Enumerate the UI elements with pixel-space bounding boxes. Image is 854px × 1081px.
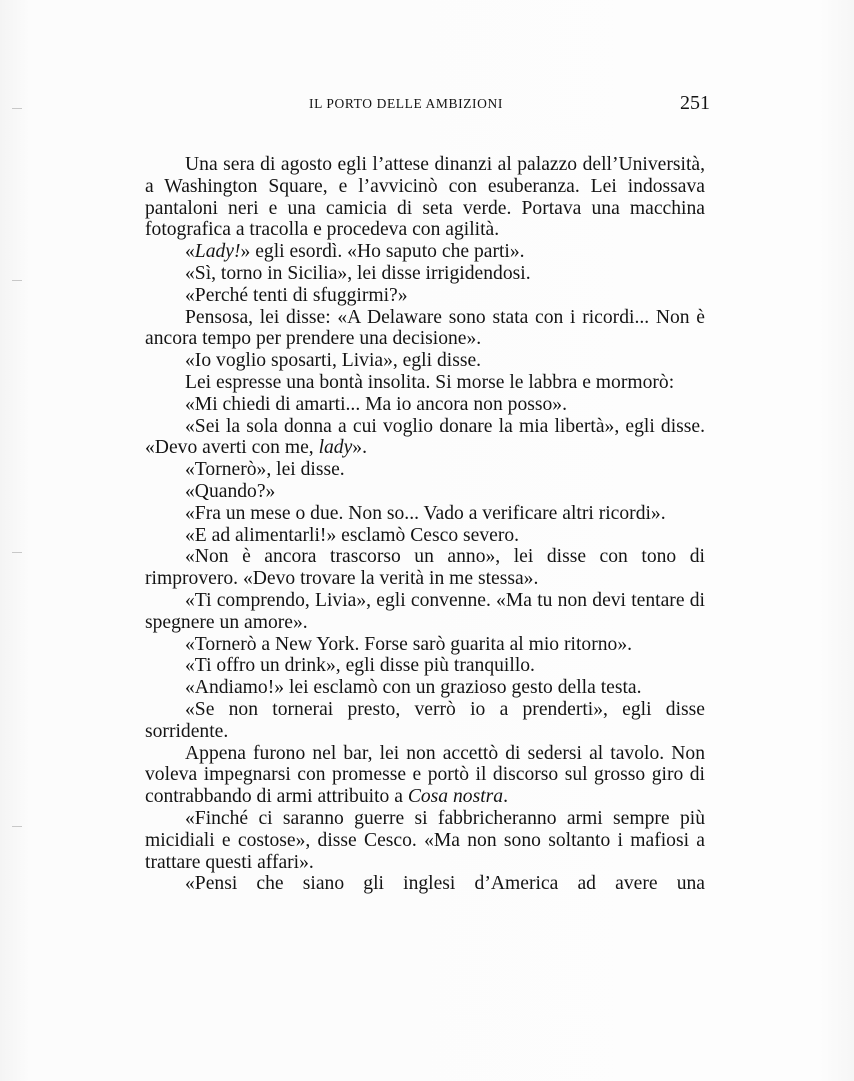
paragraph: «Non è ancora trascorso un anno», lei disse con tono di rimprovero. «Devo trovare la verità in me stessa». (145, 546, 705, 590)
paragraph: Pensosa, lei disse: «A Delaware sono stata con i ricordi... Non è ancora tempo per prendere una decisione». (145, 306, 705, 350)
paragraph: «Tornerò», lei disse. (185, 459, 345, 481)
paragraph: «Finché ci saranno guerre si fabbricheranno armi sempre più micidiali e costose», disse Cesco. «Ma non sono soltanto i mafiosi a trattare questi affari». (145, 807, 705, 873)
paragraph-end: ». (352, 437, 367, 459)
margin-mark (12, 552, 22, 553)
italic-word: lady (318, 437, 353, 459)
paragraph-end: . (503, 786, 508, 808)
paragraph-lead: Appena furono nel bar, lei non accettò di sedersi al tavolo. Non voleva impegnarsi con promesse e portò il discorso sul grosso giro di contrabbando di armi attribuito a (145, 742, 705, 808)
paragraph: Una sera di agosto egli l’attese dinanzi al palazzo dell’Università, a Washington Square, e l’avvicinò con esuberanza. Lei indossava pantaloni neri e una camicia di seta verde. Portava una macchina fotografica a tracolla e procedeva con agilità. (145, 154, 705, 241)
paragraph-lead: «Sei la sola donna a cui voglio donare la mia libertà», egli disse. «Devo averti con me, (145, 415, 705, 459)
paragraph (145, 241, 705, 263)
paragraph: «Sì, torno in Sicilia», lei disse irrigidendosi. (185, 262, 531, 284)
quote-open: « (185, 241, 195, 263)
paragraph-rest: » egli esordì. «Ho saputo che parti». (240, 241, 525, 263)
page-header (145, 92, 710, 118)
page-number: 251 (680, 92, 710, 114)
italic-word: Cosa nostra (407, 786, 504, 808)
margin-mark (12, 108, 22, 109)
paragraph: «Andiamo!» lei esclamò con un grazioso gesto della testa. (185, 677, 642, 699)
paragraph: «Se non tornerai presto, verrò io a prenderti», egli disse sorridente. (145, 698, 705, 742)
paragraph: «Ti comprendo, Livia», egli convenne. «Ma tu non devi tentare di spegnere un amore». (145, 589, 705, 633)
paragraph: «Fra un mese o due. Non so... Vado a verificare altri ricordi». (185, 502, 666, 524)
margin-mark (12, 280, 22, 281)
body-text (145, 154, 705, 895)
paragraph: «Mi chiedi di amarti... Ma io ancora non posso». (185, 393, 568, 415)
paragraph: «Tornerò a New York. Forse sarò guarita al mio ritorno». (185, 633, 633, 655)
paragraph: «Ti offro un drink», egli disse più tranquillo. (185, 655, 535, 677)
paragraph (145, 743, 705, 808)
italic-word: Lady! (194, 241, 241, 263)
paragraph: Lei espresse una bontà insolita. Si morse le labbra e mormorò: (185, 371, 675, 393)
paragraph: «Quando?» (185, 480, 276, 502)
margin-mark (12, 826, 22, 827)
paragraph: «E ad alimentarli!» esclamò Cesco severo. (185, 524, 520, 546)
paragraph (145, 416, 705, 460)
running-title: IL PORTO DELLE AMBIZIONI (309, 96, 503, 111)
paragraph: «Perché tenti di sfuggirmi?» (185, 284, 408, 306)
paragraph: «Io voglio sposarti, Livia», egli disse. (185, 350, 482, 372)
paragraph: «Pensi che siano gli inglesi d’America ad avere una (185, 873, 705, 895)
